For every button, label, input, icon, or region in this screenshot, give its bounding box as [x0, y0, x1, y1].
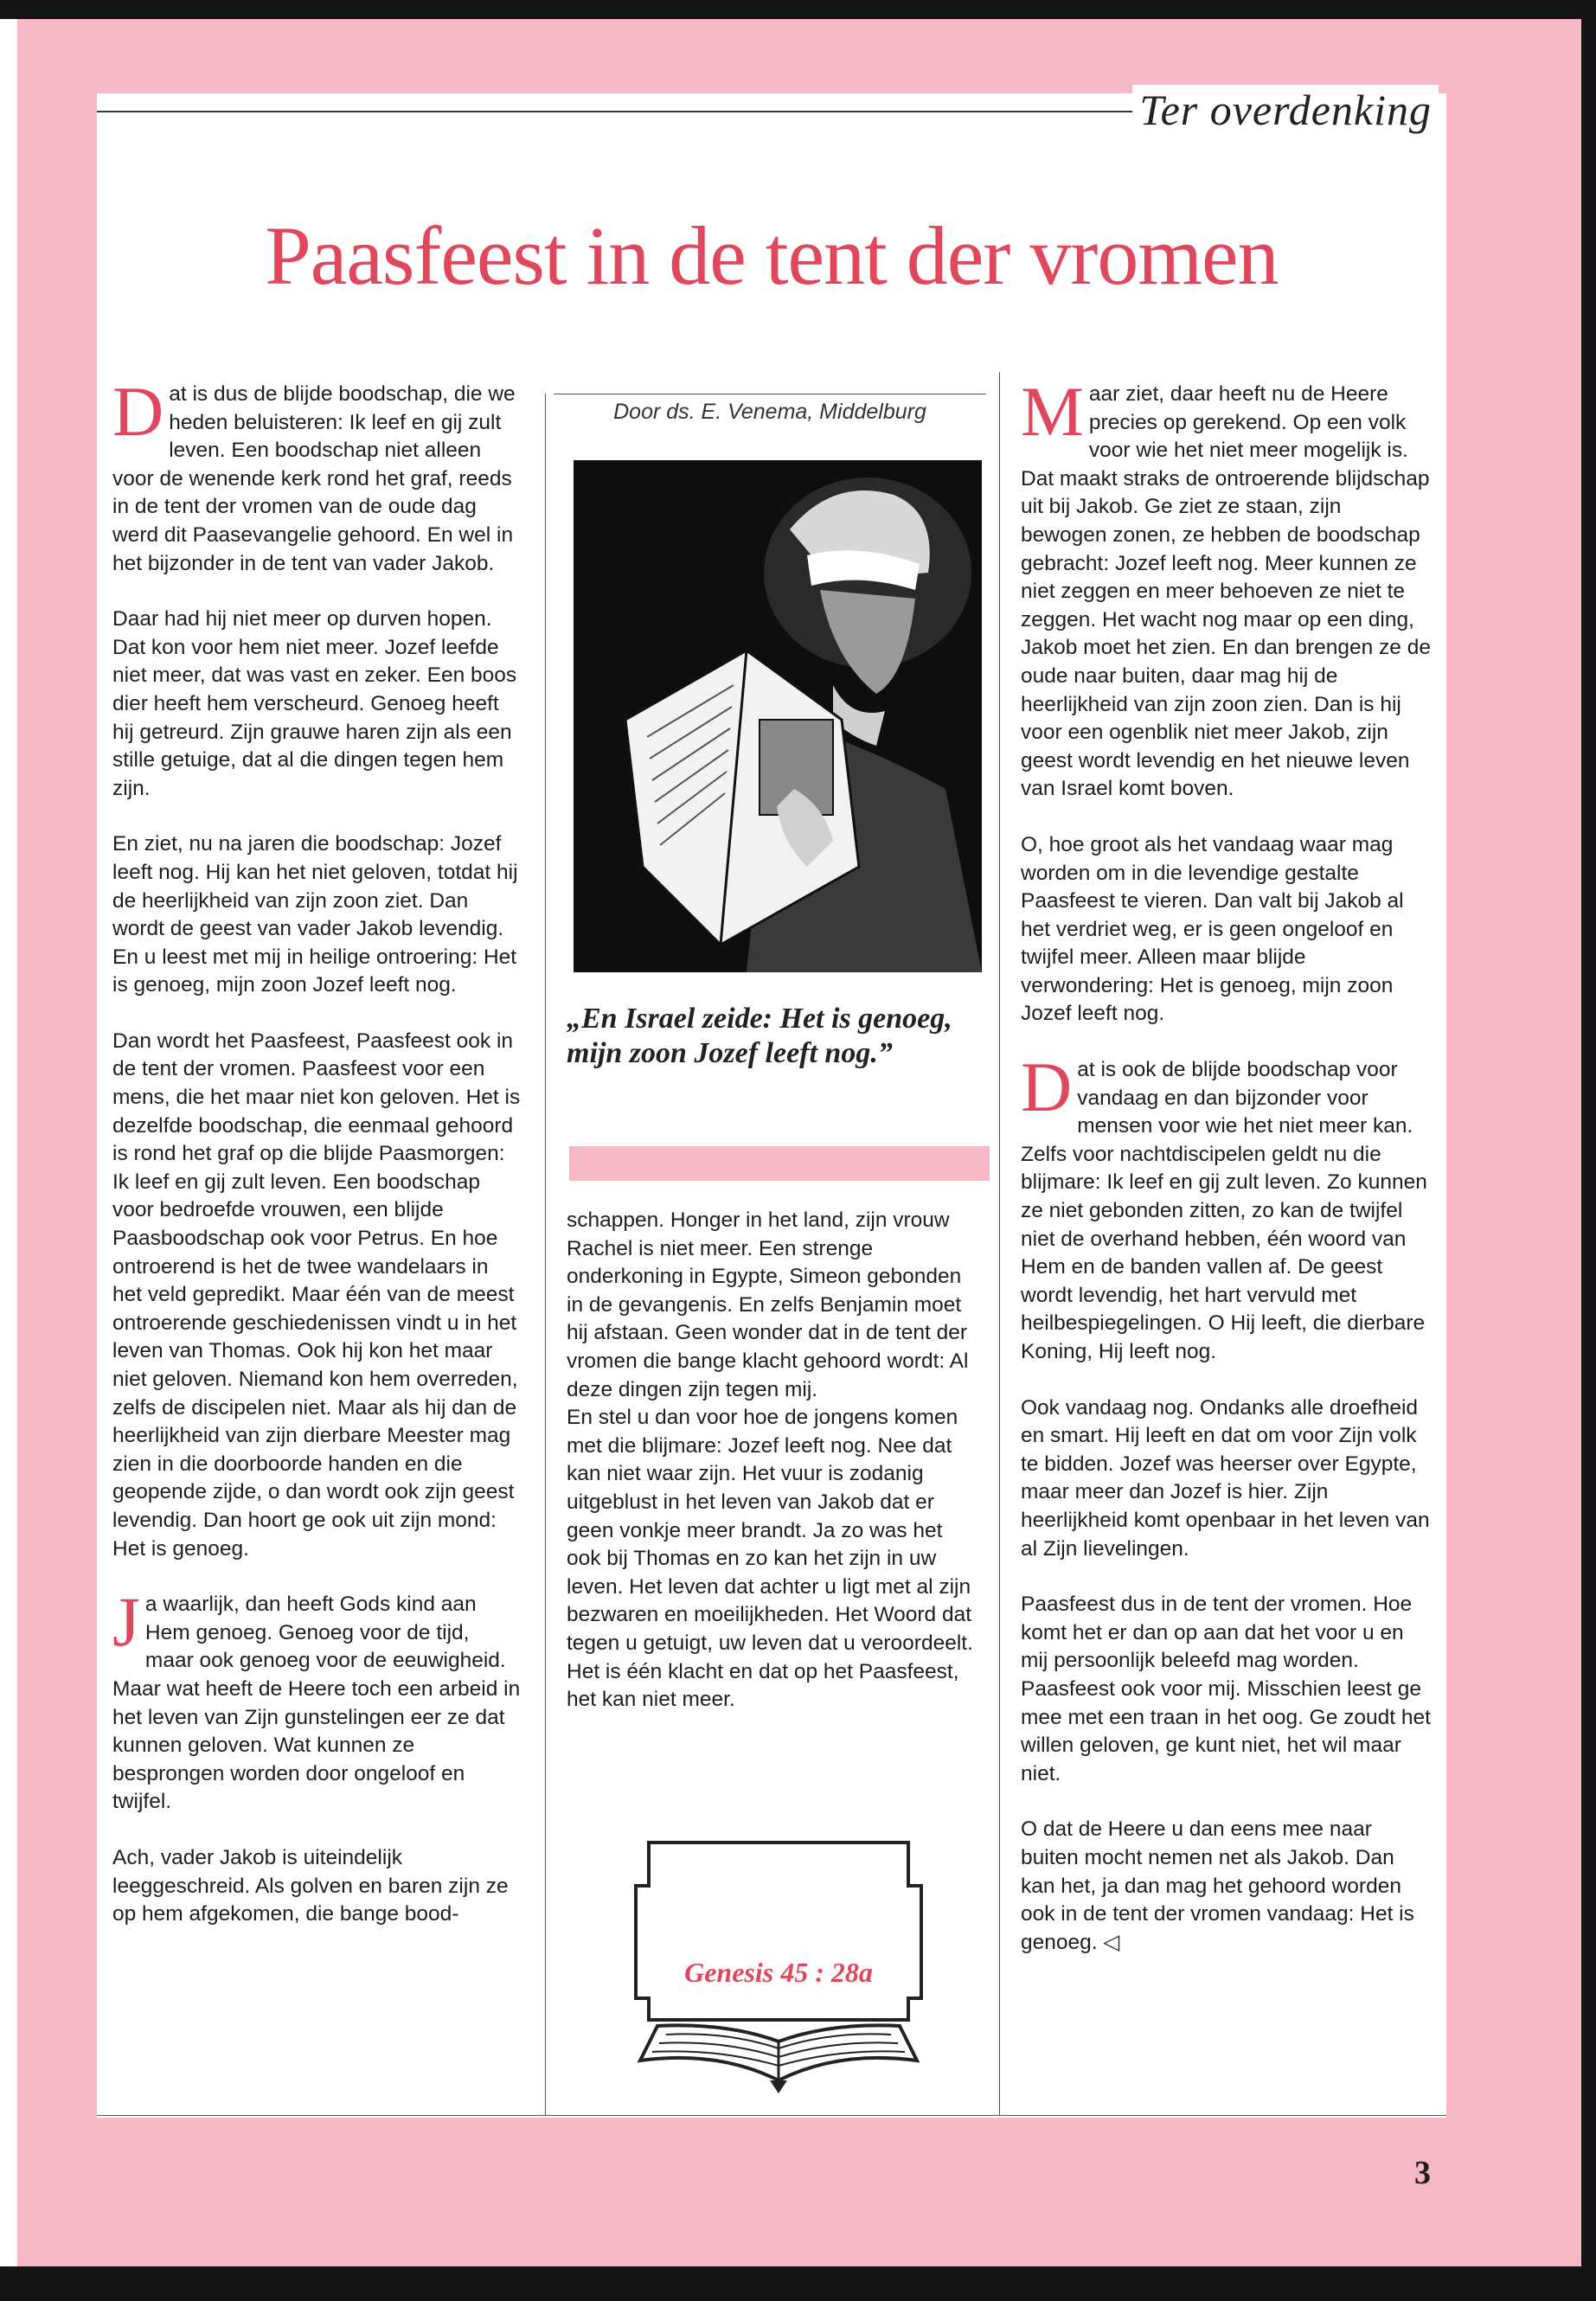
- paragraph: schappen. Honger in het land, zijn vrouw Rachel is niet meer. Een strenge onderkoning in Egypte, Simeon gebonden in de gevangenis. En zelfs Benjamin moet hij afstaan. Geen wonder dat in de tent der vromen die bange klacht gehoord wordt: Al deze dingen zijn tegen mij.: [567, 1208, 969, 1401]
- footer-rule: [97, 2115, 1446, 2116]
- scan-border-right: [1581, 19, 1596, 2283]
- drop-cap: D: [1021, 1048, 1073, 1127]
- page-number: 3: [1414, 2155, 1431, 2191]
- paragraph: O dat de Heere u dan eens mee naar buiten mocht nemen net als Jakob. Dan kan het, ja dan mag het gehoord worden ook in de tent der vromen vandaag: Het is genoeg. ◁: [1021, 1817, 1414, 1954]
- article-title: Paasfeest in de tent der vromen: [265, 209, 1279, 302]
- column-divider-left: [545, 394, 546, 2115]
- paragraph: [1021, 1048, 1432, 1367]
- paragraph: Daar had hij niet meer op durven hopen. Dat kon voor hem niet meer. Jozef leefde niet meer, dat was vast en zeker. Een boos dier heeft hem verscheurd. Genoeg heeft hij getreurd. Zijn grauwe haren zijn als een stille getuige, dat al die dingen tegen hem zijn.: [112, 607, 517, 800]
- column-divider-right: [999, 372, 1000, 2115]
- paragraph-text: a waarlijk, dan heeft Gods kind aan Hem genoeg. Genoeg voor de tijd, maar ook genoeg voor de eeuwigheid. Maar wat heeft de Heere toch een arbeid in het leven van Zijn gunstelingen eer ze dat kunnen geloven. Wat kunnen ze besprongen worden door ongeloof en twijfel.: [112, 1593, 521, 1814]
- paragraph: [112, 372, 523, 578]
- scripture-reference: Genesis 45 : 28a: [684, 1957, 873, 1988]
- paragraph: [112, 1582, 523, 1817]
- paragraph: Ook vandaag nog. Ondanks alle droefheid en smart. Hij leeft en dat om voor Zijn volk te bidden. Jozef was heerser over Egypte, maar meer dan Jozef is hier. Zijn heerlijkheid komt openbaar in het leven van al Zijn lievelingen.: [1021, 1395, 1430, 1561]
- paragraph: Ach, vader Jakob is uiteindelijk leeggeschreid. Als golven en baren zijn ze op hem afgekomen, die bange bood-: [112, 1845, 509, 1926]
- paragraph: [1021, 372, 1432, 804]
- paragraph-text: aar ziet, daar heeft nu de Heere precies op gerekend. Op een volk voor wie het niet meer mogelijk is. Dat maakt straks de ontroerende blijdschap uit bij Jakob. Ge ziet ze staan, zijn bewogen zonen, ze hebben de boodschap gebracht: Jozef leeft nog. Meer kunnen ze niet zeggen en meer behoeven ze niet te zeggen. Het wacht nog maar op een ding, Jakob moet het zien. En dan brengen ze de oude naar buiten, daar mag hij de heerlijkheid van zijn zoon zien. Dan is hij voor een ogenblik niet meer Jakob, zijn geest wordt levendig en het nieuwe leven van Israel komt boven.: [1021, 382, 1431, 801]
- drop-cap: J: [112, 1582, 140, 1662]
- column-middle: [567, 1207, 973, 1715]
- pink-divider-bar: [569, 1146, 990, 1181]
- drop-cap: M: [1021, 372, 1084, 451]
- paragraph: Paasfeest dus in de tent der vromen. Hoe komt het er dan op aan dat het voor u en mij persoonlijk beleefd mag worden. Paasfeest ook voor mij. Misschien leest ge mee met een traan in het oog. Ge zoudt het willen geloven, ge kunt niet, het wil maar niet.: [1021, 1593, 1431, 1785]
- column-left: [112, 372, 523, 1957]
- paragraph: Dan wordt het Paasfeest, Paasfeest ook in de tent der vromen. Paasfeest voor een mens, die het maar niet kon geloven. Het is dezelfde boodschap, die eenmaal gehoord is rond het graf op die blijde Paasmorgen: Ik leef en gij zult leven. Een boodschap voor bedroefde vrouwen, een blijde Paasboodschap ook voor Petrus. En hoe ontroerend is het de twee wandelaars in het veld gepredikt. Maar één van de meest ontroerende geschiedenissen vindt u in het leven van Thomas. Ook hij kon het maar niet geloven. Niemand kon hem overreden, zelfs de discipelen niet. Maar als hij dan de heerlijkheid van zijn dierbare Meester mag zien in die doorboorde handen en die geopende zijde, o dan wordt ook zijn geest levendig. Dan hoort ge ook uit zijn mond: Het is genoeg.: [112, 1029, 521, 1561]
- paragraph: O, hoe groot als het vandaag waar mag worden om in die levendige gestalte Paasfeest te vieren. Dan valt bij Jakob al het verdriet weg, er is geen ongeloof en twijfel meer. Alleen maar blijde verwondering: Het is genoeg, mijn zoon Jozef leeft nog.: [1021, 832, 1404, 1026]
- author-byline: Door ds. E. Venema, Middelburg: [613, 400, 926, 424]
- paragraph-text: at is ook de blijde boodschap voor vandaag en dan bijzonder voor mensen voor wie het niet meer kan. Zelfs voor nachtdiscipelen geldt nu die blijmare: Ik leef en gij zult leven. Zo kunnen ze niet gebonden zitten, zo kan de twijfel niet de overhand hebben, één woord van Hem en de banden vallen af. De geest wordt levendig, het hart vervuld met heilbespiegelingen. O Hij leeft, die dierbare Koning, Hij leeft nog.: [1021, 1058, 1427, 1363]
- section-label: Ter overdenking: [1132, 85, 1439, 135]
- paragraph-text: at is dus de blijde boodschap, die we heden beluisteren: Ik leef en gij zult leven. Een boodschap niet alleen voor de wenende kerk rond het graf, reeds in de tent der vromen van de oude dag werd dit Paasevangelie gehoord. En wel in het bijzonder in de tent van vader Jakob.: [112, 382, 516, 575]
- paragraph: En ziet, nu na jaren die boodschap: Jozef leeft nog. Hij kan het niet geloven, totdat hij de heerlijkheid van zijn zoon ziet. Dan wordt de geest van vader Jakob levendig. En u leest met mij in heilige ontroering: Het is genoeg, mijn zoon Jozef leeft nog.: [112, 832, 518, 997]
- paragraph: En stel u dan voor hoe de jongens komen met die blijmare: Jozef leeft nog. Nee dat kan niet waar zijn. Het vuur is zodanig uitgeblust in het leven van Jakob dat er geen vonkje meer brandt. Ja zo was het ook bij Thomas en zo kan het zijn in uw leven. Het leven dat achter u ligt met al zijn bezwaren en moeilijkheden. Het Woord dat tegen u getuigt, uw leven dat u veroordeelt. Het is één klacht en dat op het Paasfeest, het kan niet meer.: [567, 1406, 973, 1712]
- scan-border-bottom: [0, 2266, 1596, 2301]
- reading-elder-illustration: [574, 460, 982, 972]
- pull-quote: „En Israel zeide: Het is genoeg, mijn zoon Jozef leeft nog.”: [567, 1003, 952, 1069]
- column-right: [1021, 372, 1432, 1984]
- scan-border-top: [0, 0, 1596, 19]
- reading-elder-illustration-icon: [574, 460, 982, 972]
- drop-cap: D: [112, 372, 164, 451]
